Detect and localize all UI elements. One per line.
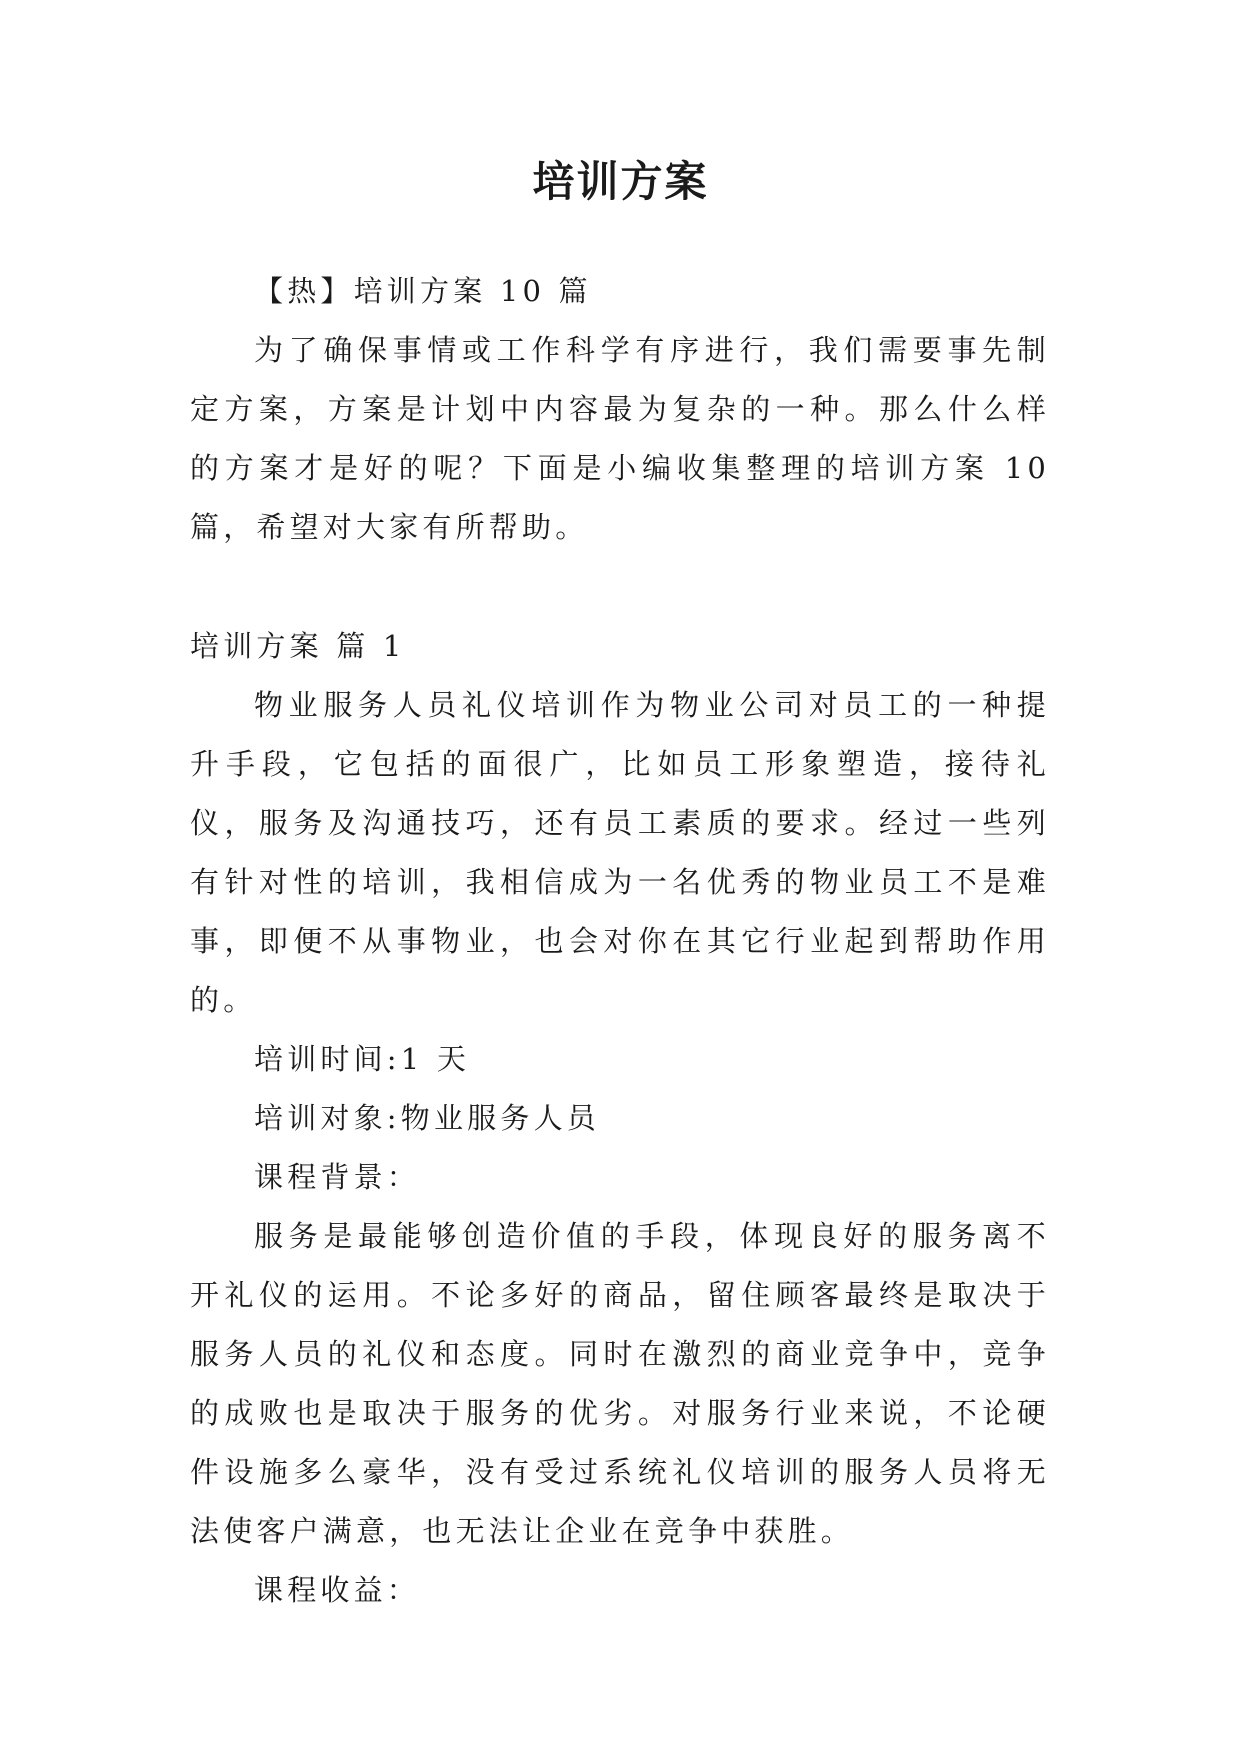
document-body <box>190 262 1050 1620</box>
intro-paragraph: 为了确保事情或工作科学有序进行，我们需要事先制定方案，方案是计划中内容最为复杂的一种。那么什么样的方案才是好的呢？下面是小编收集整理的培训方案 10 篇，希望对大家有所帮助。 <box>190 333 1050 544</box>
background-paragraph: 服务是最能够创造价值的手段，体现良好的服务离不开礼仪的运用。不论多好的商品，留住顾客最终是取决于服务人员的礼仪和态度。同时在激烈的商业竞争中，竞争的成败也是取决于服务的优劣。对服务行业来说，不论硬件设施多么豪华，没有受过系统礼仪培训的服务人员将无法使客户满意，也无法让企业在竞争中获胜。 <box>190 1219 1050 1548</box>
spacer <box>190 557 1050 617</box>
page-title: 培训方案 <box>532 157 709 206</box>
training-time: 培训时间:1 天 <box>254 1042 471 1076</box>
training-target: 培训对象:物业服务人员 <box>254 1101 600 1135</box>
background-label: 课程背景： <box>254 1160 421 1194</box>
benefits-label: 课程收益： <box>254 1573 421 1607</box>
section-title: 培训方案 篇 1 <box>190 629 406 663</box>
section-paragraph: 物业服务人员礼仪培训作为物业公司对员工的一种提升手段，它包括的面很广，比如员工形象塑造，接待礼仪，服务及沟通技巧，还有员工素质的要求。经过一些列有针对性的培训，我相信成为一名优秀的物业员工不是难事，即便不从事物业，也会对你在其它行业起到帮助作用的。 <box>190 688 1050 1017</box>
article-heading: 【热】培训方案 10 篇 <box>254 274 592 308</box>
